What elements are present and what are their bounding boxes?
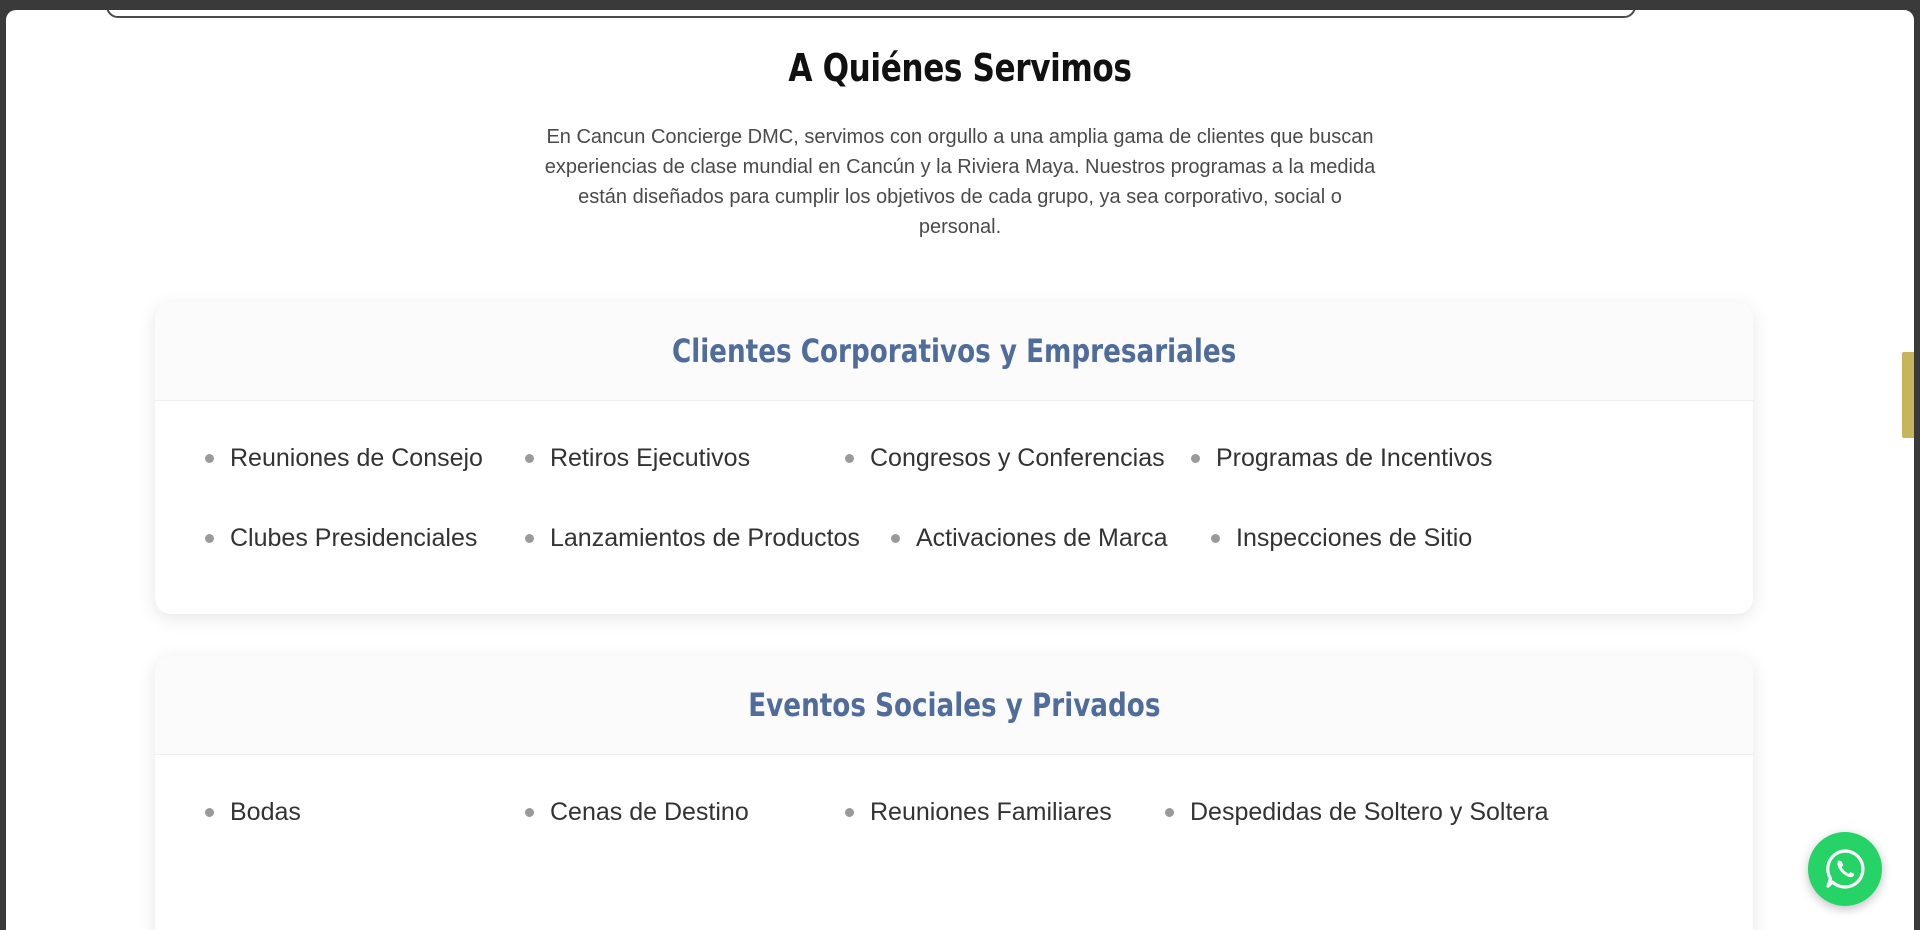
list-item bbox=[845, 798, 1112, 827]
page bbox=[6, 10, 1914, 930]
whatsapp-button[interactable] bbox=[1808, 832, 1882, 906]
list-item-label: Activaciones de Marca bbox=[916, 524, 1168, 552]
list-item-label: Clubes Presidenciales bbox=[230, 524, 478, 552]
bullet-icon bbox=[891, 534, 900, 543]
bullet-icon bbox=[205, 454, 214, 463]
list-item bbox=[525, 524, 860, 553]
bullet-icon bbox=[525, 534, 534, 543]
bullet-icon bbox=[525, 808, 534, 817]
list-item-label: Inspecciones de Sitio bbox=[1236, 524, 1473, 552]
list-item bbox=[205, 798, 301, 827]
section-intro: En Cancun Concierge DMC, servimos con orgullo a una amplia gama de clientes que buscan experiencias de clase mundial en Cancún y la Riviera Maya. Nuestros programas a la medida están diseñados para cumplir los objetivos de cada grupo, ya sea corporativo, social o personal. bbox=[544, 126, 1376, 238]
list-item-label: Reuniones de Consejo bbox=[230, 444, 483, 472]
list-item bbox=[891, 524, 1168, 553]
card-header bbox=[155, 656, 1753, 755]
list-item-label: Reuniones Familiares bbox=[870, 798, 1112, 826]
list-item-label: Despedidas de Soltero y Soltera bbox=[1190, 798, 1549, 826]
bullet-icon bbox=[205, 808, 214, 817]
list-item bbox=[205, 444, 483, 473]
bullet-icon bbox=[525, 454, 534, 463]
list-item bbox=[525, 444, 750, 473]
list-item bbox=[205, 524, 477, 553]
whatsapp-icon bbox=[1823, 847, 1867, 891]
card-title: Eventos Sociales y Privados bbox=[747, 686, 1161, 724]
list-item-label: Congresos y Conferencias bbox=[870, 444, 1165, 472]
bullet-icon bbox=[845, 808, 854, 817]
social-events-card bbox=[155, 656, 1753, 930]
bullet-icon bbox=[845, 454, 854, 463]
card-header bbox=[155, 302, 1753, 401]
list-item-label: Lanzamientos de Productos bbox=[550, 524, 860, 552]
corporate-clients-card bbox=[155, 302, 1753, 614]
list-item-label: Cenas de Destino bbox=[550, 798, 749, 826]
list-item bbox=[1165, 798, 1549, 827]
list-item bbox=[1211, 524, 1472, 553]
card-title: Clientes Corporativos y Empresariales bbox=[671, 332, 1237, 370]
search-bar-edge bbox=[106, 10, 1636, 18]
list-item bbox=[525, 798, 749, 827]
bullet-icon bbox=[1191, 454, 1200, 463]
bullet-icon bbox=[1211, 534, 1220, 543]
bullet-icon bbox=[205, 534, 214, 543]
list-item-label: Bodas bbox=[230, 798, 301, 826]
scroll-indicator[interactable] bbox=[1902, 352, 1914, 438]
list-item-label: Retiros Ejecutivos bbox=[550, 444, 751, 472]
list-item bbox=[1191, 444, 1493, 473]
section-title: A Quiénes Servimos bbox=[788, 46, 1132, 90]
bullet-icon bbox=[1165, 808, 1174, 817]
list-item-label: Programas de Incentivos bbox=[1216, 444, 1493, 472]
list-item bbox=[845, 444, 1165, 473]
